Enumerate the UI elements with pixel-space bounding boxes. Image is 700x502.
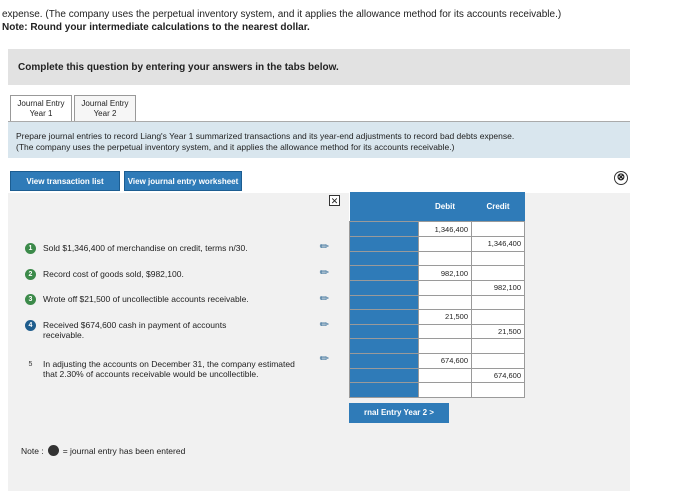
debit-header: Debit (419, 192, 472, 222)
next-journal-entry-year-2-button[interactable]: rnal Entry Year 2 > (349, 403, 449, 423)
account-header (350, 192, 419, 222)
instruction-banner (8, 49, 630, 85)
edit-pencil-icon[interactable]: ✎ (317, 351, 333, 367)
view-journal-worksheet-button[interactable]: View journal entry worksheet (124, 171, 242, 191)
note-label: Note : (21, 445, 44, 456)
transaction-number: 5 (28, 361, 33, 368)
instructions-line2: (The company uses the perpetual inventory system, and it applies the allowance method for its accounts receivable.) (16, 142, 455, 152)
edit-pencil-icon[interactable]: ✎ (317, 239, 333, 255)
transaction-text: Record cost of goods sold, $982,100. (43, 269, 184, 279)
transaction-item (25, 320, 265, 340)
transaction-text: Received $674,600 cash in payment of accounts receivable. (43, 320, 227, 340)
view-transaction-list-button[interactable]: View transaction list (10, 171, 120, 191)
edit-pencil-icon[interactable]: ✎ (317, 291, 333, 307)
tab-label-line2: Year 2 (93, 109, 117, 118)
credit-cell: 1,346,400 (472, 237, 525, 252)
credit-cell: 982,100 (472, 280, 525, 295)
credit-cell: 674,600 (472, 368, 525, 383)
tab-journal-entry-year-1[interactable] (10, 95, 72, 121)
edit-pencil-icon[interactable]: ✎ (317, 317, 333, 333)
tab-label-line1: Journal Entry (81, 99, 129, 108)
transaction-text: Sold $1,346,400 of merchandise on credit, terms n/30. (43, 243, 248, 253)
transaction-item (25, 359, 300, 379)
legend-note (21, 445, 185, 456)
debit-cell: 982,100 (419, 266, 472, 281)
debit-credit-table (349, 192, 525, 398)
tab-label-line1: Journal Entry (17, 99, 65, 108)
instructions-box (8, 121, 630, 158)
transaction-item (25, 269, 184, 280)
intro-text: expense. (The company uses the perpetual inventory system, and it applies the allowance method for its accounts receivable.) (2, 9, 562, 20)
rounding-note: Note: Round your intermediate calculations to the nearest dollar. (2, 22, 310, 33)
transaction-item (25, 243, 248, 254)
tab-label-line2: Year 1 (29, 109, 53, 118)
note-text: = journal entry has been entered (62, 445, 186, 456)
tab-journal-entry-year-2[interactable] (74, 95, 136, 121)
transaction-number: 2 (25, 269, 36, 280)
close-panel-icon[interactable]: ✕ (330, 196, 339, 206)
transaction-text: Wrote off $21,500 of uncollectible accounts receivable. (43, 294, 249, 304)
credit-cell: 21,500 (472, 324, 525, 339)
transaction-item (25, 294, 249, 305)
transaction-number: 4 (25, 320, 36, 331)
instructions-line1: Prepare journal entries to record Liang's Year 1 summarized transactions and its year-end adjustments to record bad debts expense. (16, 131, 515, 141)
debit-cell: 1,346,400 (419, 222, 472, 237)
transaction-number: 3 (25, 294, 36, 305)
banner-text: Complete this question by entering your answers in the tabs below. (18, 62, 339, 73)
transaction-text: In adjusting the accounts on December 31, the company estimated that 2.30% of accounts receivable would be uncollectible. (43, 359, 295, 379)
credit-header: Credit (472, 192, 525, 222)
edit-pencil-icon[interactable]: ✎ (317, 265, 333, 281)
debit-cell: 21,500 (419, 310, 472, 325)
entered-dot-icon (48, 445, 59, 456)
close-icon[interactable]: ⊗ (614, 171, 628, 185)
debit-cell: 674,600 (419, 354, 472, 369)
transaction-number: 1 (25, 243, 36, 254)
